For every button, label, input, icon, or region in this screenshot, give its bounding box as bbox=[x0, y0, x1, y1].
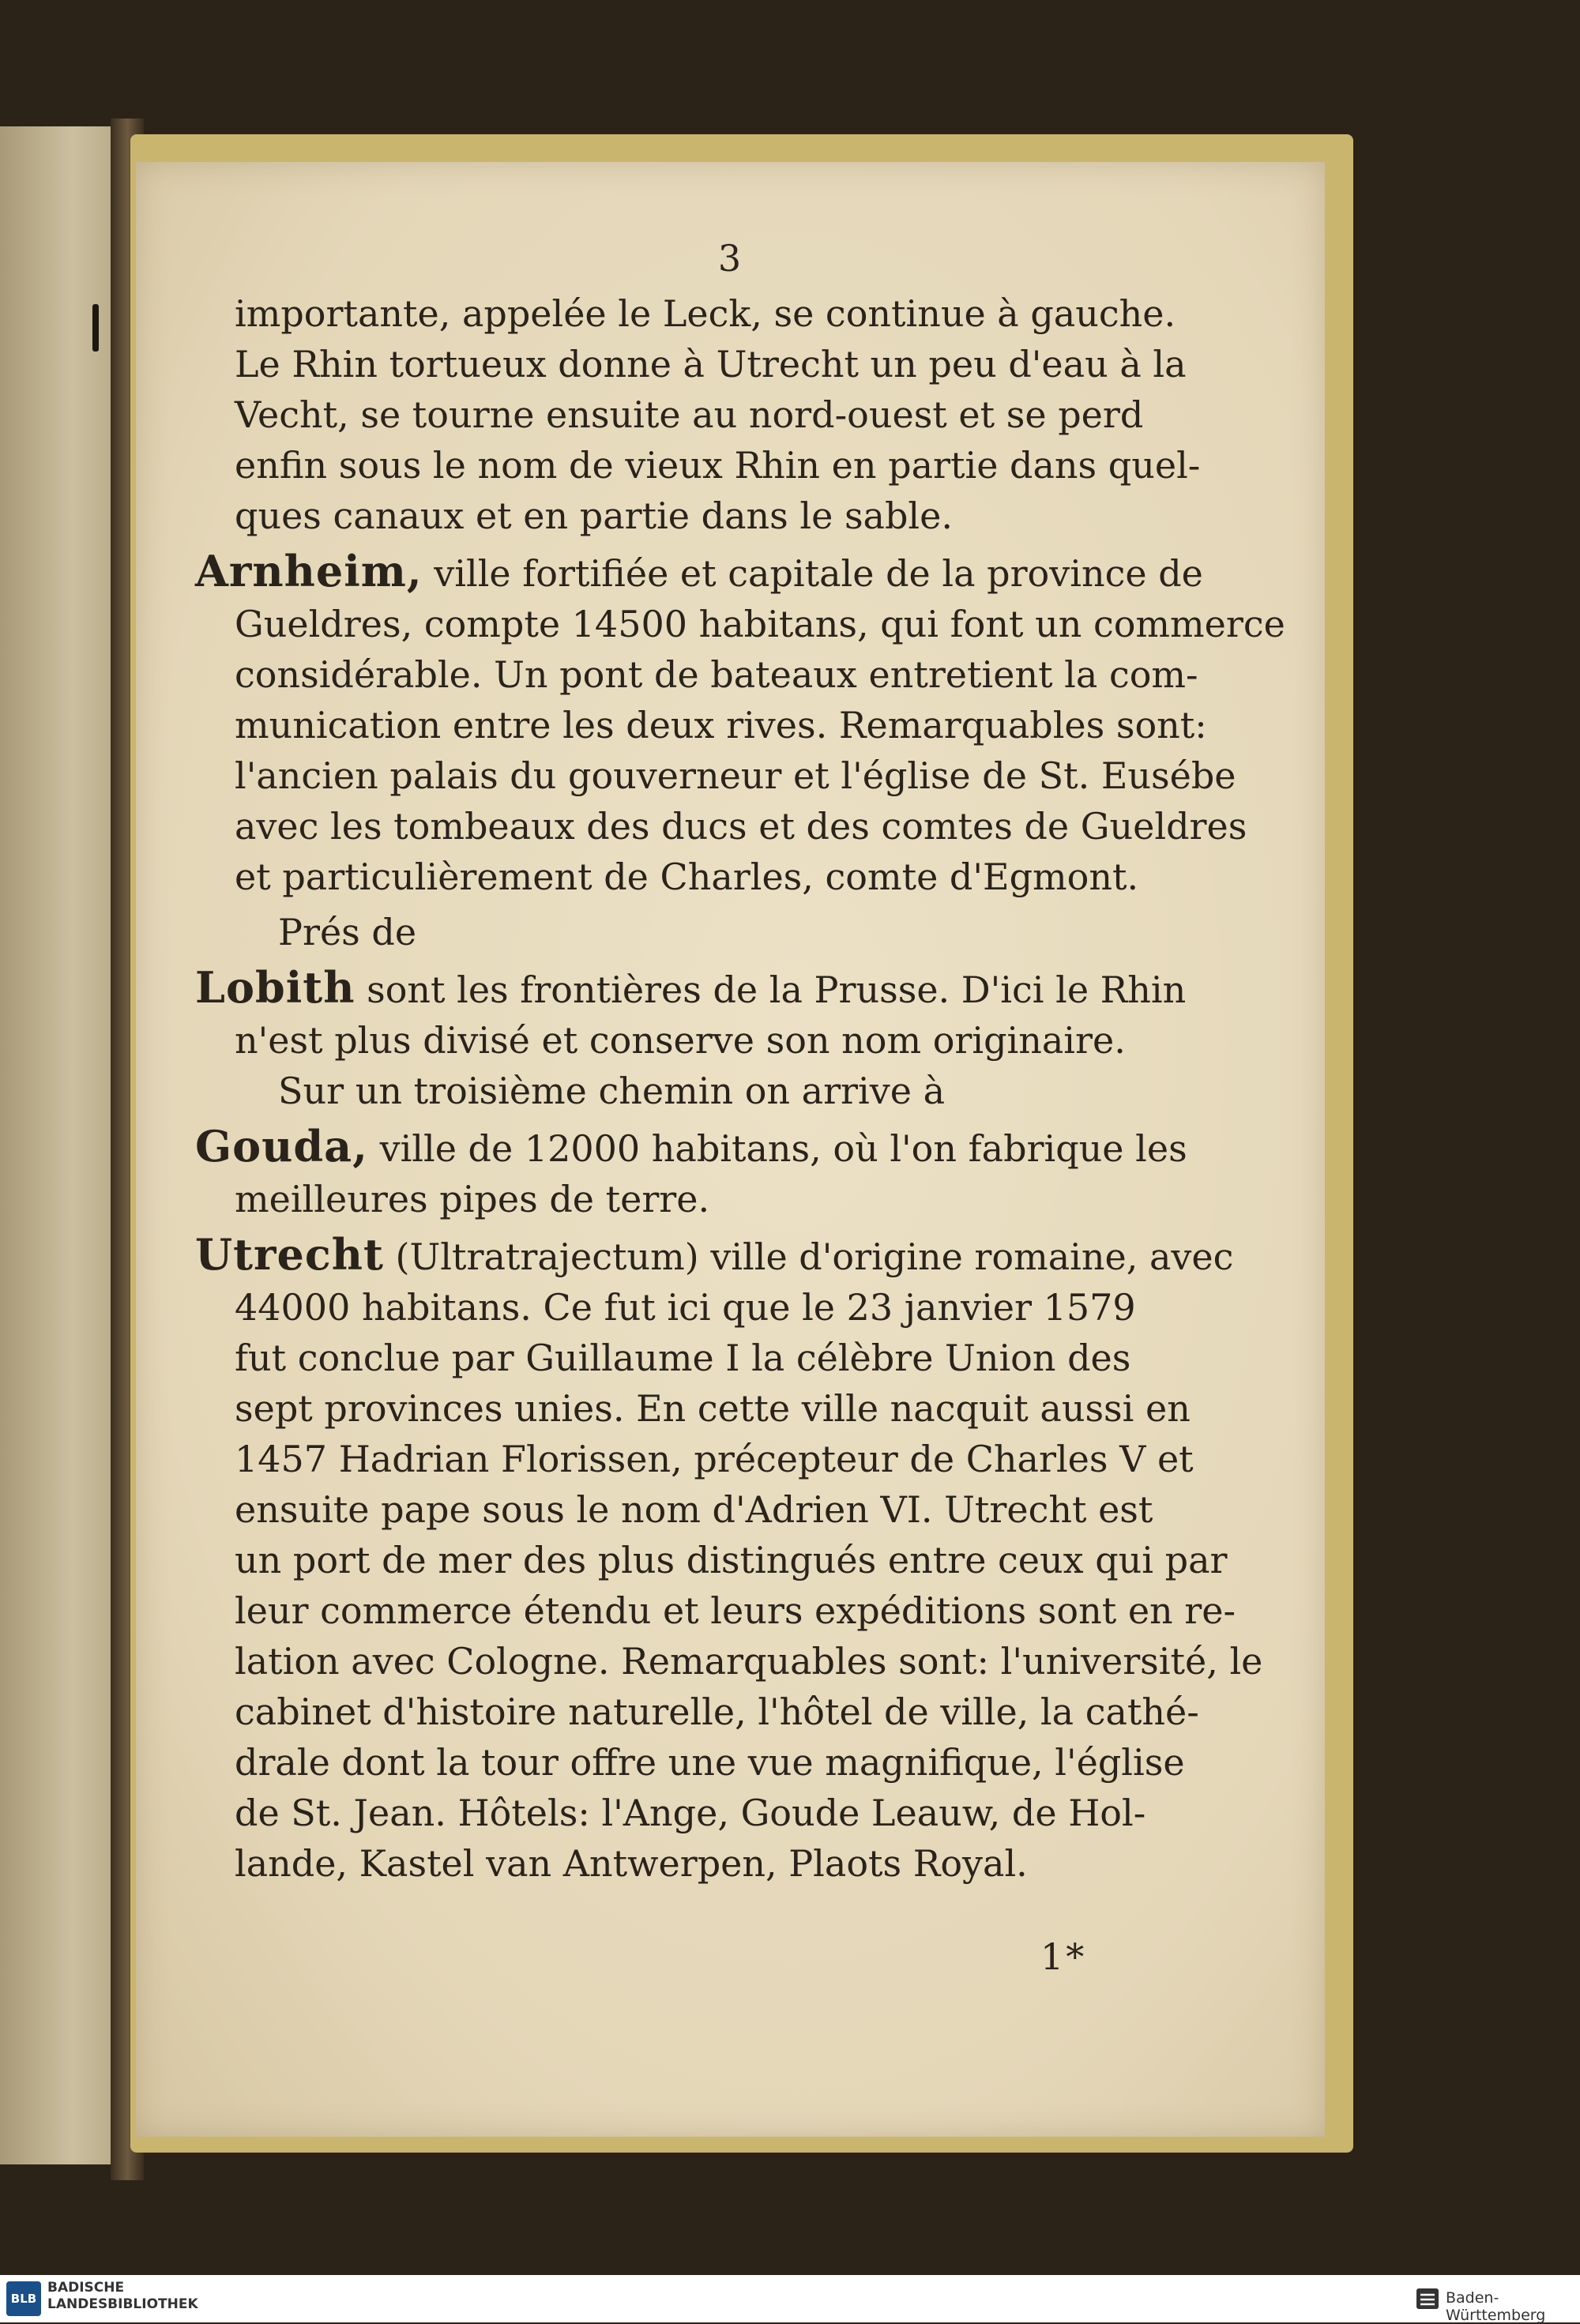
text-line: leur commerce étendu et leurs expéditions sont en re- bbox=[235, 1589, 1236, 1632]
text-line: Le Rhin tortueux donne à Utrecht un peu d'eau à la bbox=[235, 343, 1187, 385]
entry-heading-utrecht: Utrecht bbox=[195, 1229, 384, 1280]
text-line: ensuite pape sous le nom d'Adrien VI. Utrecht est bbox=[235, 1488, 1153, 1531]
text-line: sont les frontières de la Prusse. D'ici le Rhin bbox=[355, 968, 1187, 1011]
text-line: fut conclue par Guillaume I la célèbre Union des bbox=[235, 1337, 1131, 1379]
text-line: lation avec Cologne. Remarquables sont: l'université, le bbox=[235, 1640, 1263, 1683]
footer-bar bbox=[0, 2275, 1580, 2322]
text-line: ville de 12000 habitans, où l'on fabrique les bbox=[367, 1127, 1187, 1170]
text-line: (Ultratrajectum) ville d'origine romaine, avec bbox=[383, 1235, 1234, 1278]
entry-heading-lobith: Lobith bbox=[195, 962, 356, 1013]
text-line: considérable. Un pont de bateaux entretient la com- bbox=[235, 653, 1198, 696]
paragraph-pres bbox=[235, 907, 1356, 957]
text-line: drale dont la tour offre une vue magnifique, l'église bbox=[235, 1741, 1185, 1784]
text-line: cabinet d'histoire naturelle, l'hôtel de ville, la cathé- bbox=[235, 1690, 1199, 1733]
text-line: importante, appelée le Leck, se continue à gauche. bbox=[235, 292, 1176, 335]
text-line: sept provinces unies. En cette ville nacquit aussi en bbox=[235, 1387, 1191, 1430]
library-name-line: BADISCHE bbox=[47, 2280, 125, 2296]
paragraph-intro bbox=[235, 288, 1356, 541]
state-name[interactable]: Baden-Württemberg bbox=[1446, 2289, 1546, 2324]
text-line: Sur un troisième chemin on arrive à bbox=[278, 1070, 946, 1112]
text-line: n'est plus divisé et conserve son nom originaire. bbox=[235, 1019, 1126, 1062]
text-line: un port de mer des plus distingués entre ceux qui par bbox=[235, 1539, 1228, 1581]
library-name-line: LANDESBIBLIOTHEK bbox=[47, 2296, 198, 2312]
text-line: Vecht, se tourne ensuite au nord-ouest et se perd bbox=[235, 393, 1144, 436]
text-line: ques canaux et en partie dans le sable. bbox=[235, 495, 953, 537]
body-text bbox=[195, 288, 1356, 1889]
paragraph-gouda bbox=[195, 1121, 1356, 1224]
paragraph-utrecht bbox=[195, 1229, 1356, 1889]
text-line: munication entre les deux rives. Remarquables sont: bbox=[235, 704, 1207, 746]
text-line: enfin sous le nom de vieux Rhin en partie dans quel- bbox=[235, 444, 1201, 487]
text-line: meilleures pipes de terre. bbox=[235, 1178, 710, 1220]
book-page bbox=[136, 162, 1325, 2137]
text-line: de St. Jean. Hôtels: l'Ange, Goude Leauw, de Hol- bbox=[235, 1792, 1146, 1834]
text-line: lande, Kastel van Antwerpen, Plaots Royal. bbox=[235, 1842, 1028, 1885]
entry-heading-arnheim: Arnheim, bbox=[195, 546, 423, 596]
paragraph-lobith bbox=[195, 962, 1356, 1116]
signature-mark: 1* bbox=[1040, 1935, 1087, 1978]
library-name bbox=[47, 2280, 198, 2313]
text-line: et particulièrement de Charles, comte d'Egmont. bbox=[235, 856, 1139, 898]
library-logo-icon[interactable]: BLB bbox=[6, 2281, 41, 2316]
text-line: 1457 Hadrian Florissen, précepteur de Charles V et bbox=[235, 1438, 1194, 1480]
text-line: Gueldres, compte 14500 habitans, qui font un commerce bbox=[235, 603, 1285, 645]
page-number: 3 bbox=[717, 237, 743, 280]
entry-heading-gouda: Gouda, bbox=[195, 1121, 368, 1171]
facing-page-edge bbox=[0, 126, 120, 2164]
paragraph-arnheim bbox=[195, 546, 1356, 902]
text-line: Prés de bbox=[278, 911, 417, 953]
binding-stitch bbox=[92, 304, 99, 352]
text-line: l'ancien palais du gouverneur et l'église de St. Eusébe bbox=[235, 754, 1236, 797]
text-line: ville fortifiée et capitale de la province de bbox=[422, 552, 1203, 595]
state-crest-icon bbox=[1414, 2285, 1441, 2312]
text-line: 44000 habitans. Ce fut ici que le 23 janvier 1579 bbox=[235, 1286, 1136, 1329]
text-line: avec les tombeaux des ducs et des comtes de Gueldres bbox=[235, 805, 1247, 848]
